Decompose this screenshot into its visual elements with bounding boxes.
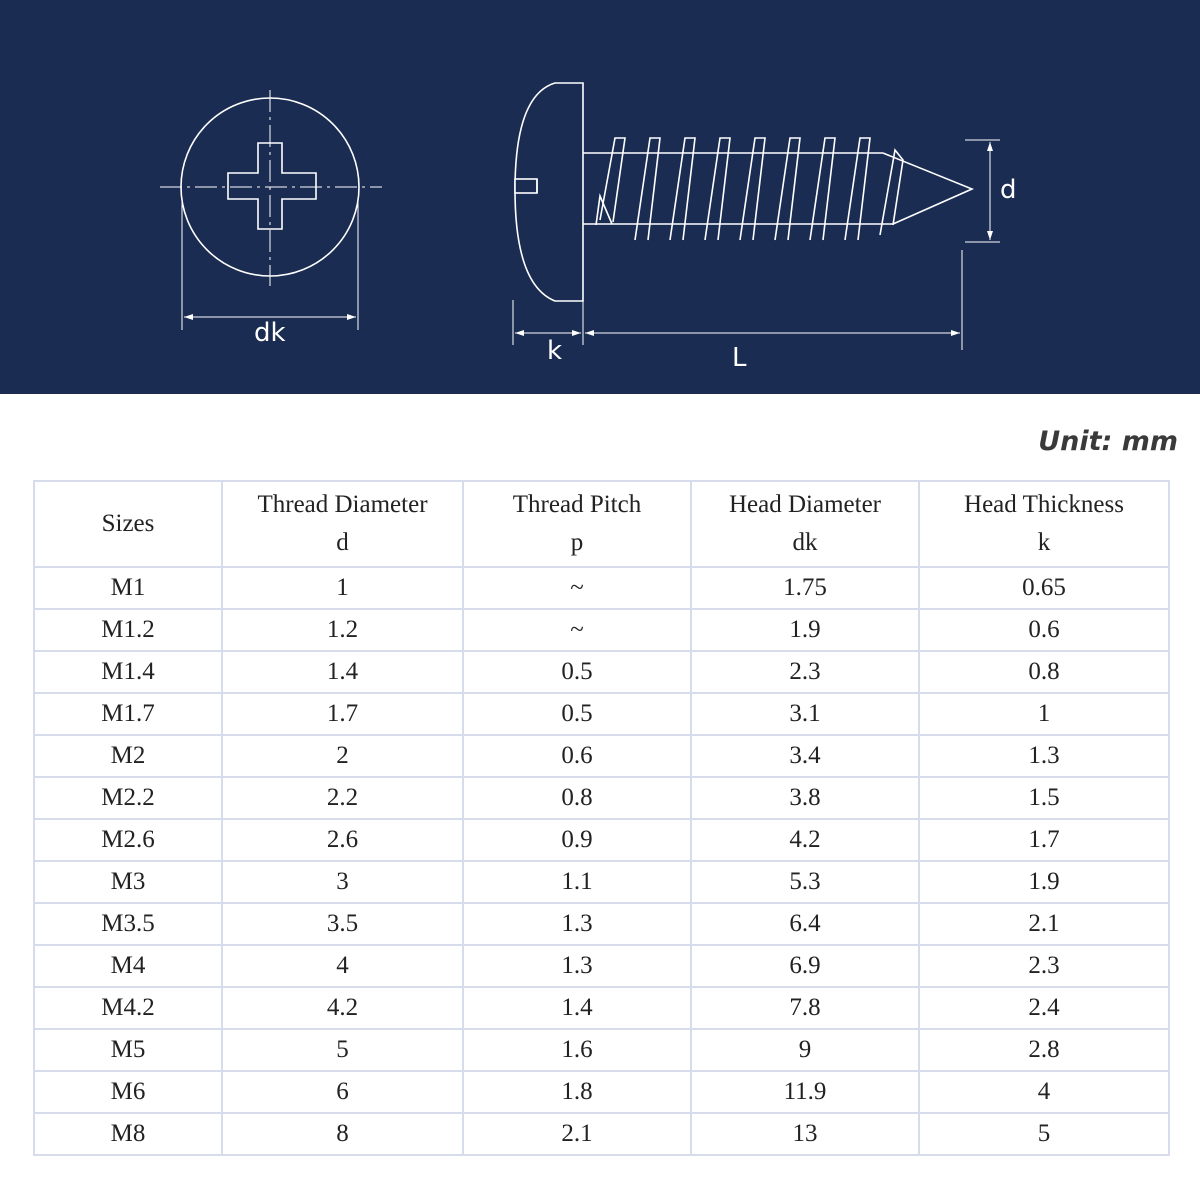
cell-head-diameter: 3.8: [691, 777, 919, 819]
cell-size: M3: [34, 861, 222, 903]
cell-thread-diameter: 6: [222, 1071, 463, 1113]
header-sizes: Sizes: [34, 481, 222, 567]
table-row: [34, 987, 1169, 1029]
cell-head-diameter: 6.9: [691, 945, 919, 987]
cell-size: M3.5: [34, 903, 222, 945]
table-header-row: [34, 481, 1169, 567]
cell-thread-diameter: 1.7: [222, 693, 463, 735]
unit-label: Unit: mm: [1038, 426, 1178, 457]
table-row: [34, 693, 1169, 735]
cell-size: M5: [34, 1029, 222, 1071]
header-thread-diameter: Thread Diameter d: [222, 481, 463, 567]
cell-thread-pitch: 0.6: [463, 735, 691, 777]
cell-head-diameter: 3.4: [691, 735, 919, 777]
cell-head-thickness: 1.9: [919, 861, 1169, 903]
cell-head-diameter: 4.2: [691, 819, 919, 861]
table-row: [34, 1029, 1169, 1071]
cell-thread-pitch: 0.8: [463, 777, 691, 819]
cell-head-thickness: 2.3: [919, 945, 1169, 987]
cell-head-diameter: 5.3: [691, 861, 919, 903]
cell-thread-diameter: 2: [222, 735, 463, 777]
cell-thread-diameter: 3.5: [222, 903, 463, 945]
cell-size: M6: [34, 1071, 222, 1113]
cell-head-thickness: 2.1: [919, 903, 1169, 945]
cell-thread-diameter: 4.2: [222, 987, 463, 1029]
dk-label: dk: [254, 318, 286, 348]
phillips-cross-icon: [228, 143, 316, 229]
table-row: [34, 903, 1169, 945]
cell-size: M1.2: [34, 609, 222, 651]
cell-thread-diameter: 1.2: [222, 609, 463, 651]
cell-thread-pitch: 1.1: [463, 861, 691, 903]
table-row: [34, 777, 1169, 819]
cell-thread-diameter: 2.2: [222, 777, 463, 819]
cell-head-diameter: 3.1: [691, 693, 919, 735]
cell-head-thickness: 2.4: [919, 987, 1169, 1029]
cell-size: M1.7: [34, 693, 222, 735]
cell-thread-pitch: ~: [463, 609, 691, 651]
cell-head-diameter: 2.3: [691, 651, 919, 693]
cell-head-thickness: 1.7: [919, 819, 1169, 861]
cell-head-diameter: 6.4: [691, 903, 919, 945]
header-thread-pitch: Thread Pitch p: [463, 481, 691, 567]
L-label: L: [732, 343, 747, 373]
table-row: [34, 651, 1169, 693]
cell-head-thickness: 1.5: [919, 777, 1169, 819]
cell-head-diameter: 13: [691, 1113, 919, 1155]
k-label: k: [547, 336, 563, 366]
cell-size: M1: [34, 567, 222, 609]
header-head-diameter: Head Diameter dk: [691, 481, 919, 567]
cell-head-diameter: 9: [691, 1029, 919, 1071]
cell-size: M2.2: [34, 777, 222, 819]
table-row: [34, 567, 1169, 609]
cell-thread-diameter: 3: [222, 861, 463, 903]
cell-size: M4: [34, 945, 222, 987]
table-row: [34, 1071, 1169, 1113]
cell-head-diameter: 11.9: [691, 1071, 919, 1113]
cell-thread-diameter: 4: [222, 945, 463, 987]
screw-spec-table: [33, 480, 1170, 1156]
cell-head-thickness: 2.8: [919, 1029, 1169, 1071]
cell-head-thickness: 0.65: [919, 567, 1169, 609]
table-body: [34, 567, 1169, 1155]
cell-thread-diameter: 1.4: [222, 651, 463, 693]
cell-thread-diameter: 8: [222, 1113, 463, 1155]
cell-thread-diameter: 5: [222, 1029, 463, 1071]
cell-head-diameter: 7.8: [691, 987, 919, 1029]
cell-thread-pitch: 1.8: [463, 1071, 691, 1113]
cell-thread-pitch: 2.1: [463, 1113, 691, 1155]
table-row: [34, 1113, 1169, 1155]
cell-thread-pitch: 0.5: [463, 651, 691, 693]
header-head-thickness: Head Thickness k: [919, 481, 1169, 567]
cell-thread-pitch: 1.4: [463, 987, 691, 1029]
screw-diagram-banner: [0, 0, 1200, 394]
cell-head-thickness: 1: [919, 693, 1169, 735]
table-row: [34, 861, 1169, 903]
cell-head-thickness: 5: [919, 1113, 1169, 1155]
cell-size: M2.6: [34, 819, 222, 861]
cell-head-thickness: 0.6: [919, 609, 1169, 651]
cell-head-thickness: 1.3: [919, 735, 1169, 777]
cell-thread-pitch: 0.5: [463, 693, 691, 735]
table-row: [34, 819, 1169, 861]
cell-thread-pitch: 1.6: [463, 1029, 691, 1071]
cell-head-thickness: 4: [919, 1071, 1169, 1113]
cell-size: M1.4: [34, 651, 222, 693]
cell-head-diameter: 1.9: [691, 609, 919, 651]
cell-thread-pitch: 1.3: [463, 945, 691, 987]
cell-thread-pitch: ~: [463, 567, 691, 609]
table-row: [34, 945, 1169, 987]
cell-size: M8: [34, 1113, 222, 1155]
screw-diagram: [0, 0, 1200, 394]
cell-size: M4.2: [34, 987, 222, 1029]
cell-thread-pitch: 1.3: [463, 903, 691, 945]
cell-size: M2: [34, 735, 222, 777]
cell-head-thickness: 0.8: [919, 651, 1169, 693]
table-row: [34, 735, 1169, 777]
cell-thread-diameter: 1: [222, 567, 463, 609]
head-slot: [515, 179, 537, 193]
d-label: d: [1000, 175, 1017, 205]
table-row: [34, 609, 1169, 651]
screw-tip: [883, 153, 972, 224]
cell-thread-pitch: 0.9: [463, 819, 691, 861]
cell-head-diameter: 1.75: [691, 567, 919, 609]
cell-thread-diameter: 2.6: [222, 819, 463, 861]
